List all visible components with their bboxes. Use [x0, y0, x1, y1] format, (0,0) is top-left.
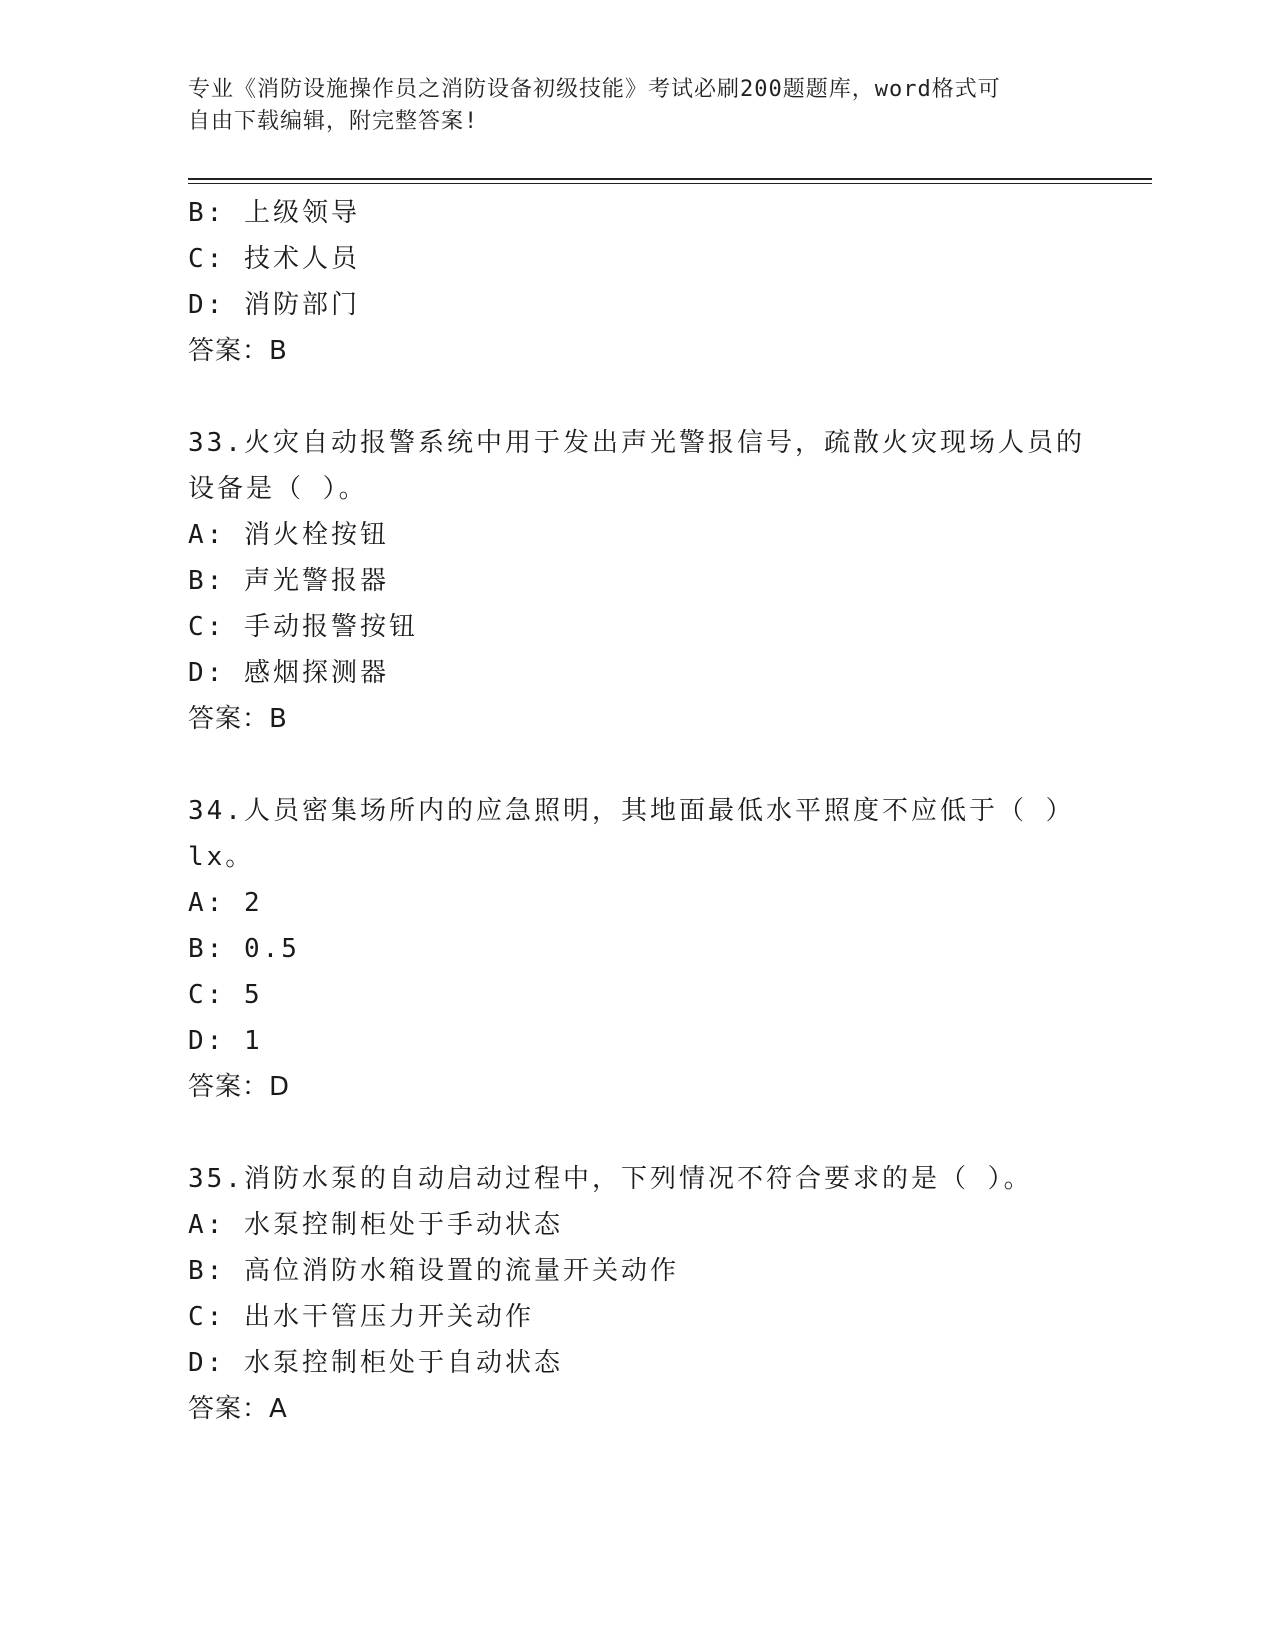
question-33: [188, 420, 1088, 742]
document-header: [188, 74, 1088, 138]
answer-line: 答案：D: [188, 1072, 291, 1102]
question-stem-line: 设备是（ ）。: [188, 474, 368, 504]
option-b: B: 上级领导: [188, 198, 360, 228]
option-b: B: 高位消防水箱设置的流量开关动作: [188, 1256, 679, 1286]
header-divider-thin: [188, 183, 1152, 184]
question-35: [188, 1156, 1088, 1432]
option-d: D: 1: [188, 1026, 263, 1056]
header-divider: [188, 178, 1152, 180]
answer-line: 答案：B: [188, 336, 288, 366]
question-stem-line: lx。: [188, 842, 255, 872]
option-a: A: 2: [188, 888, 263, 918]
question-34: [188, 788, 1088, 1110]
option-d: D: 消防部门: [188, 290, 360, 320]
option-c: C: 出水干管压力开关动作: [188, 1302, 534, 1332]
option-d: D: 水泵控制柜处于自动状态: [188, 1348, 563, 1378]
question-stem-line: 33.火灾自动报警系统中用于发出声光警报信号，疏散火灾现场人员的: [188, 428, 1085, 458]
option-b: B: 0.5: [188, 934, 300, 964]
option-c: C: 5: [188, 980, 263, 1010]
question-list: [188, 190, 1088, 1432]
question-stem-line: 35.消防水泵的自动启动过程中，下列情况不符合要求的是（ ）。: [188, 1164, 1033, 1194]
option-a: A: 消火栓按钮: [188, 520, 389, 550]
header-line-1: 专业《消防设施操作员之消防设备初级技能》考试必刷200题题库，word格式可: [188, 77, 1001, 102]
option-d: D: 感烟探测器: [188, 658, 389, 688]
option-b: B: 声光警报器: [188, 566, 389, 596]
option-c: C: 手动报警按钮: [188, 612, 418, 642]
answer-line: 答案：B: [188, 704, 288, 734]
answer-line: 答案：A: [188, 1394, 288, 1424]
question-stem-line: 34.人员密集场所内的应急照明，其地面最低水平照度不应低于（ ）: [188, 796, 1075, 826]
option-a: A: 水泵控制柜处于手动状态: [188, 1210, 563, 1240]
option-c: C: 技术人员: [188, 244, 360, 274]
question-32-partial: [188, 190, 1088, 374]
header-line-2: 自由下载编辑，附完整答案!: [188, 109, 479, 134]
